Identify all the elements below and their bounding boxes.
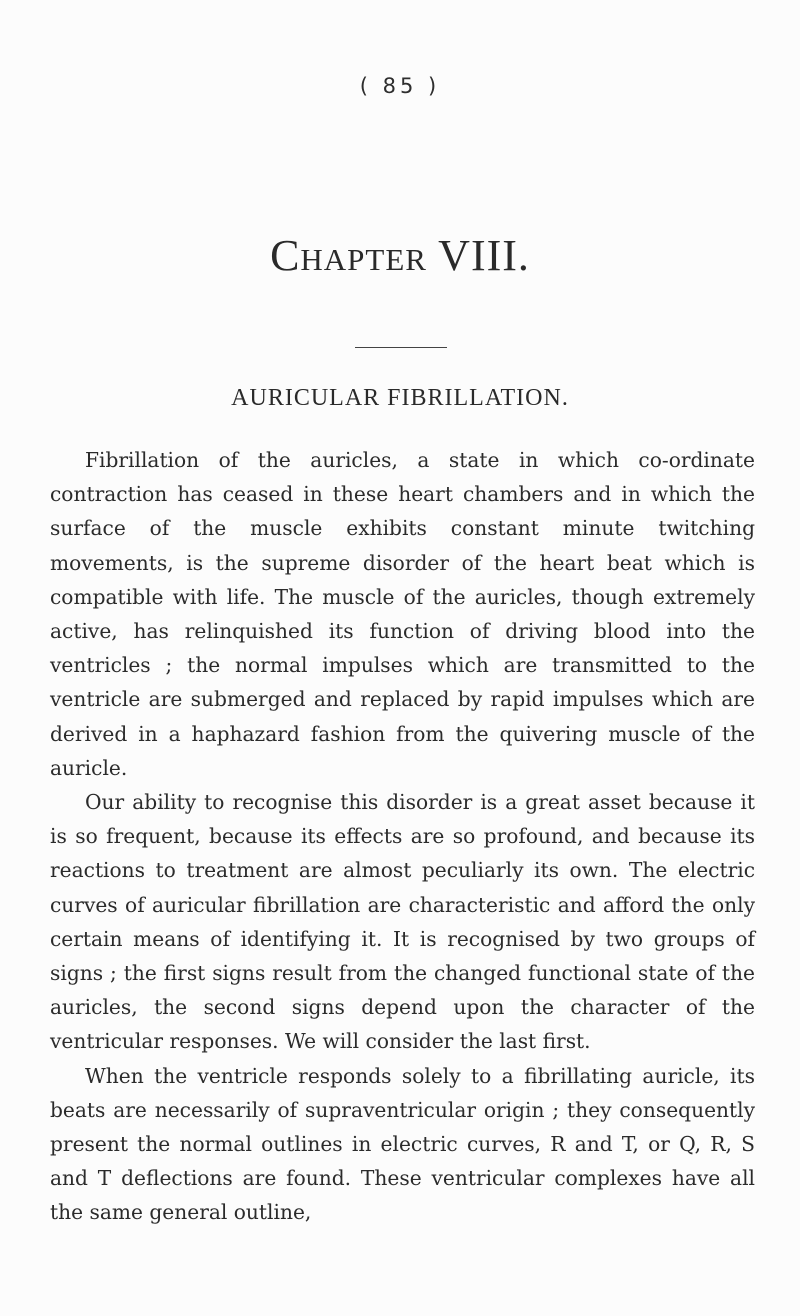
body-text <box>50 443 755 1230</box>
paragraph: Our ability to recognise this disorder is a great asset because it is so frequent, because its effects are so profound, and because its reactions to treatment are almost peculiarly its own. The electric curves of auricular fibrillation are characteristic and afford the only certain means of identifying it. It is recognised by two groups of signs ; the first signs result from the changed functional state of the auricles, the second signs depend upon the character of the ventricular responses. We will consider the last first. <box>50 790 755 1054</box>
chapter-title: Chapter VIII. <box>270 231 530 280</box>
paragraph: Fibrillation of the auricles, a state in which co-ordinate contraction has ceased in these heart chambers and in which the surface of the muscle exhibits constant minute twitching movements, is the supreme disorder of the heart beat which is compatible with life. The muscle of the auricles, though extremely active, has relinquished its function of driving blood into the ventricles ; the normal impulses which are transmitted to the ventricle are submerged and replaced by rapid impulses which are derived in a haphazard fashion from the quivering muscle of the auricle. <box>50 448 755 780</box>
divider-rule <box>355 347 447 348</box>
paragraph: When the ventricle responds solely to a fibrillating auricle, its beats are necessarily of supraventricular origin ; they consequently present the normal outlines in electric curves, R and T, or Q, R, S and T deflections are found. These ventricular complexes have all the same general outline, <box>50 1063 755 1225</box>
page-number: ( 85 ) <box>359 74 441 98</box>
section-heading: AURICULAR FIBRILLATION. <box>231 385 569 411</box>
